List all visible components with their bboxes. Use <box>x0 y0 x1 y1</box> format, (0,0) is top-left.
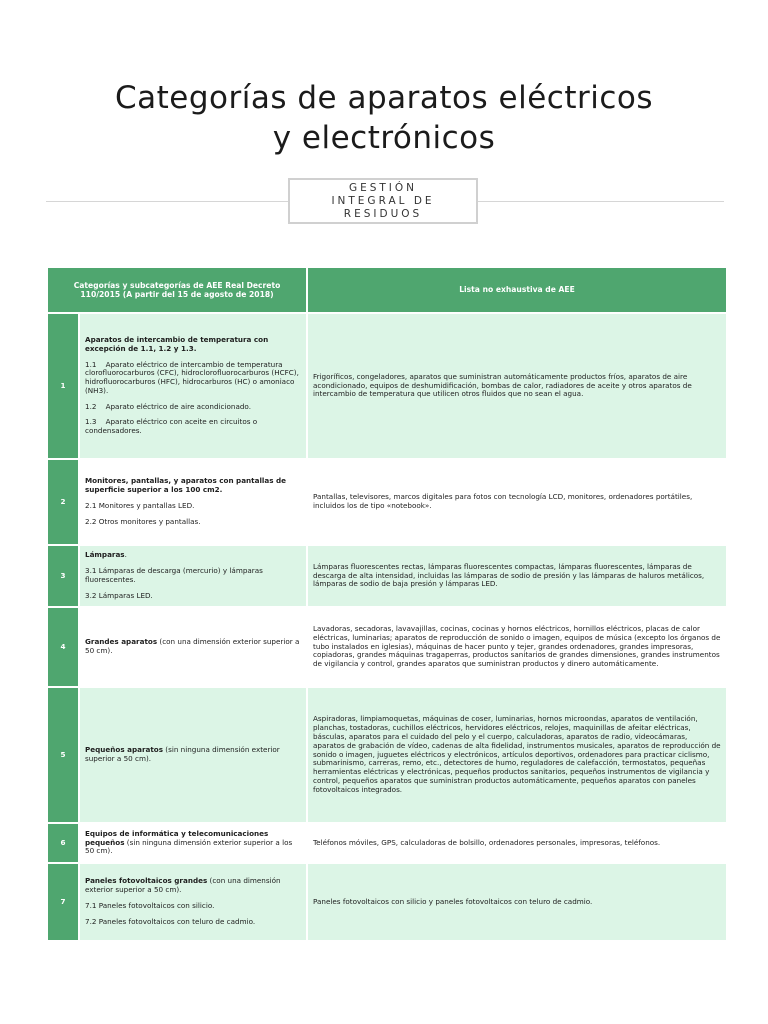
category-title <box>85 877 301 895</box>
header-categories: Categorías y subcategorías de AEE Real Decreto 110/2015 (A partir del 15 de agosto de 2018) <box>47 267 307 313</box>
badge-line: RESIDUOS <box>343 207 423 220</box>
category-name: Lámparas <box>85 550 125 560</box>
category-title <box>85 746 301 764</box>
category-number: 5 <box>47 687 79 823</box>
subcategory-item: 7.2 Paneles fotovoltaicos con teluro de cadmio. <box>85 916 256 926</box>
page-title <box>0 78 768 158</box>
category-note: (con una dimensión exterior superior a 50 cm). <box>85 876 281 895</box>
badge-line: INTEGRAL DE <box>331 194 435 207</box>
category-title <box>85 336 301 354</box>
category-name: Grandes aparatos <box>85 637 158 647</box>
subcategory-item: 7.1 Paneles fotovoltaicos con silicio. <box>85 901 215 910</box>
category-note: . <box>124 550 127 560</box>
table-header-row <box>47 267 727 313</box>
aee-examples: Lámparas fluorescentes rectas, lámparas fluorescentes compactas, lámparas fluorescentes, lámparas de descarga de alta intensidad, incluidas las lámparas de sodio de presión y las lámparas de haluros metálicos, lámparas de sodio de baja presión y lámparas LED. <box>307 545 727 607</box>
subcategory-item: 1.2 Aparato eléctrico de aire acondicionado. <box>85 401 251 411</box>
title-line-2: y electrónicos <box>272 120 496 156</box>
category-title <box>85 477 301 495</box>
table-row <box>47 545 727 607</box>
aee-examples: Pantallas, televisores, marcos digitales para fotos con tecnología LCD, monitores, ordenadores portátiles, incluidos los de tipo «notebook». <box>307 459 727 545</box>
category-number: 4 <box>47 607 79 687</box>
category-number: 6 <box>47 823 79 863</box>
aee-categories-table <box>46 266 728 942</box>
category-number: 2 <box>47 459 79 545</box>
category-name: Aparatos de intercambio de temperatura con excepción de 1.1, 1.2 y 1.3. <box>85 334 269 353</box>
aee-examples: Frigoríficos, congeladores, aparatos que suministran automáticamente productos fríos, aparatos de aire acondicionado, equipos de deshumidificación, bombas de calor, radiadores de aceite y otros aparatos de intercambio de temperatura que utilicen otros fluidos que no sean el agua. <box>307 313 727 459</box>
category-name: Paneles fotovoltaicos grandes <box>85 876 208 886</box>
subcategory-item: 2.2 Otros monitores y pantallas. <box>85 516 201 526</box>
category-title <box>85 638 301 656</box>
category-name: Pequeños aparatos <box>85 745 164 755</box>
category-number: 7 <box>47 863 79 941</box>
table-row <box>47 687 727 823</box>
category-cell <box>79 687 307 823</box>
category-cell <box>79 313 307 459</box>
table-row <box>47 607 727 687</box>
category-cell <box>79 863 307 941</box>
section-badge <box>288 178 478 224</box>
subcategory-item: 3.2 Lámparas LED. <box>85 590 153 600</box>
subcategory-item: 1.3 Aparato eléctrico con aceite en circuitos o condensadores. <box>85 417 258 436</box>
category-cell <box>79 823 307 863</box>
category-note: (con una dimensión exterior superior a 50 cm). <box>85 637 300 655</box>
subcategory-item: 1.1 Aparato eléctrico de intercambio de temperatura clorofluorocarburos (CFC), hidroclorofluorocarburos (HCFC), hidrofluorocarburos (HFC), hidrocarburos (HC) o amoniaco (NH3). <box>85 359 299 395</box>
aee-examples: Teléfonos móviles, GPS, calculadoras de bolsillo, ordenadores personales, impresoras, teléfonos. <box>307 823 727 863</box>
category-cell <box>79 545 307 607</box>
table-row <box>47 459 727 545</box>
subcategory-item: 3.1 Lámparas de descarga (mercurio) y lámparas fluorescentes. <box>85 566 263 584</box>
category-title <box>85 551 301 560</box>
header-list: Lista no exhaustiva de AEE <box>307 267 727 313</box>
aee-examples: Aspiradoras, limpiamoquetas, máquinas de coser, luminarias, hornos microondas, aparatos de ventilación, planchas, tostadoras, cuchillos eléctricos, hervidores eléctricos, relojes, maquinillas de afeitar eléctricas, básculas, aparatos para el cuidado del pelo y el cuerpo, calculadoras, aparatos de radio, videocámaras, aparatos de grabación de vídeo, cadenas de alta fidelidad, instrumentos musicales, aparatos de reproducción de sonido o imagen, juguetes eléctricos y electrónicos, artículos deportivos, ordenadores para practicar ciclismo, submarinismo, carreras, remo, etc., detectores de humo, reguladores de calefacción, termostatos, pequeñas herramientas eléctricas y electrónicas, pequeños productos sanitarios, pequeños instrumentos de vigilancia y control, pequeños aparatos que suministran productos automáticamente, pequeños aparatos con paneles fotovoltaicos integrados. <box>307 687 727 823</box>
category-cell <box>79 459 307 545</box>
table-row <box>47 863 727 941</box>
table-row <box>47 823 727 863</box>
title-line-1: Categorías de aparatos eléctricos <box>115 80 653 116</box>
aee-examples: Lavadoras, secadoras, lavavajillas, cocinas, cocinas y hornos eléctricos, hornillos eléctricos, placas de calor eléctricas, luminarias; aparatos de reproducción de sonido o imagen, equipos de música (excepto los órganos de tubo instalados en iglesias), máquinas de hacer punto y tejer, grandes ordenadores, grandes impresoras, copiadoras, grandes máquinas tragaperras, productos sanitarios de grandes dimensiones, grandes instrumentos de vigilancia y control, grandes aparatos que suministran productos y dinero automáticamente. <box>307 607 727 687</box>
category-title <box>85 830 301 856</box>
category-note: (sin ninguna dimensión exterior superior a los 50 cm). <box>85 837 293 856</box>
category-note: (sin ninguna dimensión exterior superior a 50 cm). <box>85 745 280 763</box>
subcategory-item: 2.1 Monitores y pantallas LED. <box>85 501 195 510</box>
category-number: 1 <box>47 313 79 459</box>
category-name: Equipos de informática y telecomunicaciones pequeños <box>85 828 269 847</box>
category-cell <box>79 607 307 687</box>
category-name: Monitores, pantallas, y aparatos con pantallas de superficie superior a los 100 cm2. <box>85 476 287 495</box>
category-number: 3 <box>47 545 79 607</box>
badge-line: GESTIÓN <box>348 181 418 194</box>
aee-examples: Paneles fotovoltaicos con silicio y paneles fotovoltaicos con teluro de cadmio. <box>307 863 727 941</box>
table-row <box>47 313 727 459</box>
